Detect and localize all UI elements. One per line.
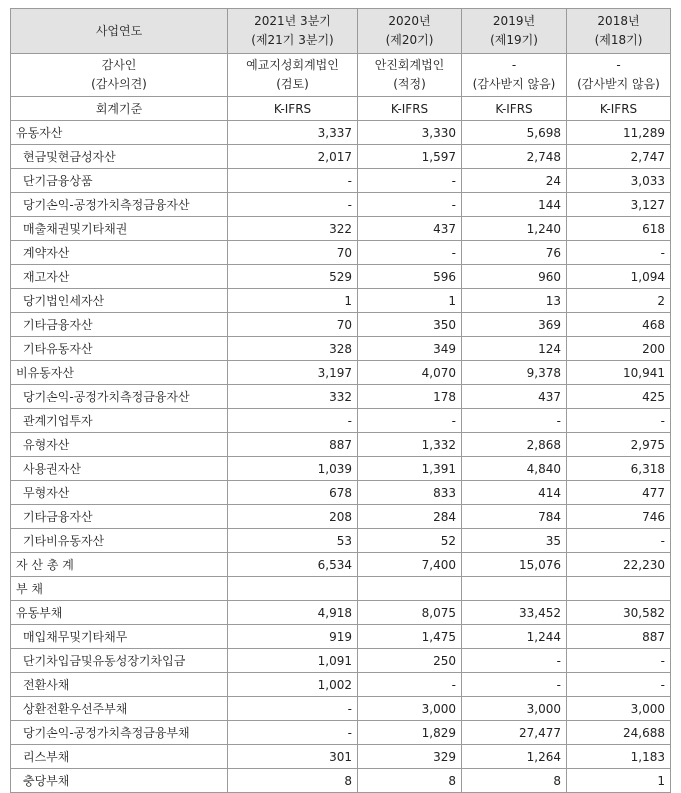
row-value: 1,183 bbox=[567, 745, 671, 769]
accounting-standard-row bbox=[11, 97, 671, 121]
standard-label: 회계기준 bbox=[11, 97, 228, 121]
row-value: 3,000 bbox=[567, 697, 671, 721]
year-header bbox=[567, 9, 671, 54]
row-value: - bbox=[462, 673, 567, 697]
table-row bbox=[11, 409, 671, 433]
audit-opinion: (감사받지 않음) bbox=[472, 77, 556, 91]
table-row bbox=[11, 241, 671, 265]
table-row bbox=[11, 721, 671, 745]
row-label: 기타비유동자산 bbox=[11, 529, 228, 553]
auditor-name: - bbox=[511, 58, 517, 72]
row-label: 기타금융자산 bbox=[11, 313, 228, 337]
row-value: 22,230 bbox=[567, 553, 671, 577]
auditor-cell bbox=[462, 54, 567, 97]
row-label: 당기손익-공정가치측정금융자산 bbox=[11, 193, 228, 217]
row-label: 전환사채 bbox=[11, 673, 228, 697]
standard-value: K-IFRS bbox=[228, 97, 358, 121]
row-label: 관계기업투자 bbox=[11, 409, 228, 433]
row-value: 437 bbox=[462, 385, 567, 409]
row-value: 1,244 bbox=[462, 625, 567, 649]
table-row bbox=[11, 457, 671, 481]
row-value: 332 bbox=[228, 385, 358, 409]
row-value: - bbox=[228, 721, 358, 745]
auditor-name: - bbox=[616, 58, 621, 72]
row-value: 1,475 bbox=[358, 625, 462, 649]
row-value: 8 bbox=[462, 769, 567, 793]
row-value: 2,017 bbox=[228, 145, 358, 169]
row-value: 2,747 bbox=[567, 145, 671, 169]
year-header-line2: (제18기) bbox=[594, 33, 643, 47]
audit-opinion: (적정) bbox=[393, 77, 426, 91]
auditor-cell bbox=[358, 54, 462, 97]
table-row bbox=[11, 169, 671, 193]
row-value: 350 bbox=[358, 313, 462, 337]
row-value: 784 bbox=[462, 505, 567, 529]
row-value: 5,698 bbox=[462, 121, 567, 145]
table-row bbox=[11, 769, 671, 793]
row-value: - bbox=[358, 193, 462, 217]
standard-value: K-IFRS bbox=[462, 97, 567, 121]
auditor-label-line1: 감사인 bbox=[101, 58, 137, 72]
row-value: 24,688 bbox=[567, 721, 671, 745]
row-value: 1,091 bbox=[228, 649, 358, 673]
row-value: 477 bbox=[567, 481, 671, 505]
year-header-line2: (제19기) bbox=[490, 33, 538, 47]
table-row bbox=[11, 193, 671, 217]
row-value: - bbox=[228, 697, 358, 721]
audit-opinion: (감사받지 않음) bbox=[577, 77, 660, 91]
row-value: 33,452 bbox=[462, 601, 567, 625]
row-value: 6,318 bbox=[567, 457, 671, 481]
row-value: 1,039 bbox=[228, 457, 358, 481]
row-value: 250 bbox=[358, 649, 462, 673]
table-row bbox=[11, 625, 671, 649]
row-value: - bbox=[228, 193, 358, 217]
year-header-line1: 2021년 3분기 bbox=[254, 14, 331, 28]
row-value: - bbox=[228, 169, 358, 193]
row-label: 유동자산 bbox=[11, 121, 228, 145]
row-value: 124 bbox=[462, 337, 567, 361]
row-value: 24 bbox=[462, 169, 567, 193]
fiscal-year-label: 사업연도 bbox=[11, 9, 228, 54]
table-row bbox=[11, 265, 671, 289]
row-value: 2 bbox=[567, 289, 671, 313]
row-value: - bbox=[567, 241, 671, 265]
header-row bbox=[11, 9, 671, 54]
auditor-cell bbox=[567, 54, 671, 97]
row-value: 3,000 bbox=[462, 697, 567, 721]
row-value: 2,868 bbox=[462, 433, 567, 457]
row-value: 618 bbox=[567, 217, 671, 241]
row-value: 3,197 bbox=[228, 361, 358, 385]
row-value: 70 bbox=[228, 241, 358, 265]
row-value: 52 bbox=[358, 529, 462, 553]
row-value: 1,264 bbox=[462, 745, 567, 769]
row-value: - bbox=[462, 649, 567, 673]
auditor-name: 안진회계법인 bbox=[374, 58, 445, 72]
row-label: 단기차입금및유동성장기차입금 bbox=[11, 649, 228, 673]
row-value: 919 bbox=[228, 625, 358, 649]
row-value: 960 bbox=[462, 265, 567, 289]
row-value: - bbox=[567, 529, 671, 553]
row-value: 437 bbox=[358, 217, 462, 241]
table-row bbox=[11, 553, 671, 577]
row-value: 284 bbox=[358, 505, 462, 529]
row-label: 자 산 총 계 bbox=[11, 553, 228, 577]
table-row bbox=[11, 361, 671, 385]
table-row bbox=[11, 577, 671, 601]
row-value: 53 bbox=[228, 529, 358, 553]
table-row bbox=[11, 601, 671, 625]
table-row bbox=[11, 337, 671, 361]
row-value: 3,000 bbox=[358, 697, 462, 721]
row-value: 4,070 bbox=[358, 361, 462, 385]
row-value: 3,330 bbox=[358, 121, 462, 145]
row-value: 329 bbox=[358, 745, 462, 769]
row-value: - bbox=[567, 673, 671, 697]
table-row bbox=[11, 649, 671, 673]
row-label: 비유동자산 bbox=[11, 361, 228, 385]
row-label: 유형자산 bbox=[11, 433, 228, 457]
row-value: 322 bbox=[228, 217, 358, 241]
row-label: 단기금융상품 bbox=[11, 169, 228, 193]
auditor-label-line2: (감사의견) bbox=[91, 77, 147, 91]
row-label: 계약자산 bbox=[11, 241, 228, 265]
row-label: 무형자산 bbox=[11, 481, 228, 505]
row-label: 재고자산 bbox=[11, 265, 228, 289]
row-value: 1,002 bbox=[228, 673, 358, 697]
row-value: 15,076 bbox=[462, 553, 567, 577]
row-value: 425 bbox=[567, 385, 671, 409]
row-label: 리스부채 bbox=[11, 745, 228, 769]
row-value: 7,400 bbox=[358, 553, 462, 577]
row-value: - bbox=[358, 673, 462, 697]
row-value: 369 bbox=[462, 313, 567, 337]
row-value: 1,240 bbox=[462, 217, 567, 241]
year-header-line2: (제20기) bbox=[385, 33, 434, 47]
row-value: 1,332 bbox=[358, 433, 462, 457]
year-header-line1: 2020년 bbox=[388, 14, 431, 28]
year-header-line1: 2019년 bbox=[492, 14, 536, 28]
row-value: 1,829 bbox=[358, 721, 462, 745]
row-value: 2,975 bbox=[567, 433, 671, 457]
year-header bbox=[358, 9, 462, 54]
row-value: 596 bbox=[358, 265, 462, 289]
table-row bbox=[11, 673, 671, 697]
row-value: 887 bbox=[567, 625, 671, 649]
row-value: 349 bbox=[358, 337, 462, 361]
row-value: 1,597 bbox=[358, 145, 462, 169]
table-row bbox=[11, 217, 671, 241]
audit-opinion: (검토) bbox=[276, 77, 309, 91]
row-label: 매출채권및기타채권 bbox=[11, 217, 228, 241]
row-value: 1,094 bbox=[567, 265, 671, 289]
row-value: 414 bbox=[462, 481, 567, 505]
row-label: 기타유동자산 bbox=[11, 337, 228, 361]
table-row bbox=[11, 385, 671, 409]
table-row bbox=[11, 697, 671, 721]
row-value: 8 bbox=[228, 769, 358, 793]
row-value: 70 bbox=[228, 313, 358, 337]
row-value bbox=[567, 577, 671, 601]
table-row bbox=[11, 121, 671, 145]
table-row bbox=[11, 433, 671, 457]
row-value: 833 bbox=[358, 481, 462, 505]
table-row bbox=[11, 481, 671, 505]
row-value: 301 bbox=[228, 745, 358, 769]
table-row bbox=[11, 313, 671, 337]
row-value: 13 bbox=[462, 289, 567, 313]
row-label: 현금및현금성자산 bbox=[11, 145, 228, 169]
row-label: 당기손익-공정가치측정금융자산 bbox=[11, 385, 228, 409]
row-value: 3,337 bbox=[228, 121, 358, 145]
row-value: 887 bbox=[228, 433, 358, 457]
row-value: 468 bbox=[567, 313, 671, 337]
row-value: 76 bbox=[462, 241, 567, 265]
standard-value: K-IFRS bbox=[567, 97, 671, 121]
row-value: 9,378 bbox=[462, 361, 567, 385]
row-value: - bbox=[567, 649, 671, 673]
table-row bbox=[11, 505, 671, 529]
row-value: 746 bbox=[567, 505, 671, 529]
auditor-cell bbox=[228, 54, 358, 97]
row-value: 328 bbox=[228, 337, 358, 361]
row-value: - bbox=[567, 409, 671, 433]
row-value: - bbox=[358, 409, 462, 433]
row-label: 기타금융자산 bbox=[11, 505, 228, 529]
row-value: 27,477 bbox=[462, 721, 567, 745]
row-value: 3,033 bbox=[567, 169, 671, 193]
row-label: 매입채무및기타채무 bbox=[11, 625, 228, 649]
row-value bbox=[358, 577, 462, 601]
row-label: 당기손익-공정가치측정금융부채 bbox=[11, 721, 228, 745]
row-value: 8,075 bbox=[358, 601, 462, 625]
financial-summary-table bbox=[10, 8, 671, 793]
row-value: 200 bbox=[567, 337, 671, 361]
table-row bbox=[11, 529, 671, 553]
row-value: 30,582 bbox=[567, 601, 671, 625]
row-value: 6,534 bbox=[228, 553, 358, 577]
auditor-name: 예교지성회계법인 bbox=[246, 58, 339, 72]
row-value: 10,941 bbox=[567, 361, 671, 385]
row-value: - bbox=[358, 169, 462, 193]
row-value: 35 bbox=[462, 529, 567, 553]
row-value bbox=[228, 577, 358, 601]
table-row bbox=[11, 145, 671, 169]
auditor-row bbox=[11, 54, 671, 97]
row-value bbox=[462, 577, 567, 601]
row-value: 2,748 bbox=[462, 145, 567, 169]
row-value: 1 bbox=[228, 289, 358, 313]
year-header-line1: 2018년 bbox=[597, 14, 640, 28]
year-header bbox=[462, 9, 567, 54]
row-label: 부 채 bbox=[11, 577, 228, 601]
year-header bbox=[228, 9, 358, 54]
row-value: - bbox=[358, 241, 462, 265]
table-row bbox=[11, 289, 671, 313]
row-value: 4,918 bbox=[228, 601, 358, 625]
row-value: - bbox=[462, 409, 567, 433]
row-value: 3,127 bbox=[567, 193, 671, 217]
row-value: 11,289 bbox=[567, 121, 671, 145]
row-value: 529 bbox=[228, 265, 358, 289]
row-label: 사용권자산 bbox=[11, 457, 228, 481]
row-value: 4,840 bbox=[462, 457, 567, 481]
row-label: 상환전환우선주부채 bbox=[11, 697, 228, 721]
standard-value: K-IFRS bbox=[358, 97, 462, 121]
row-label: 충당부채 bbox=[11, 769, 228, 793]
table-row bbox=[11, 745, 671, 769]
row-value: - bbox=[228, 409, 358, 433]
row-value: 208 bbox=[228, 505, 358, 529]
auditor-label bbox=[11, 54, 228, 97]
row-value: 678 bbox=[228, 481, 358, 505]
row-label: 당기법인세자산 bbox=[11, 289, 228, 313]
row-value: 1,391 bbox=[358, 457, 462, 481]
year-header-line2: (제21기 3분기) bbox=[251, 33, 334, 47]
row-value: 1 bbox=[567, 769, 671, 793]
row-value: 178 bbox=[358, 385, 462, 409]
row-label: 유동부채 bbox=[11, 601, 228, 625]
row-value: 1 bbox=[358, 289, 462, 313]
row-value: 144 bbox=[462, 193, 567, 217]
row-value: 8 bbox=[358, 769, 462, 793]
